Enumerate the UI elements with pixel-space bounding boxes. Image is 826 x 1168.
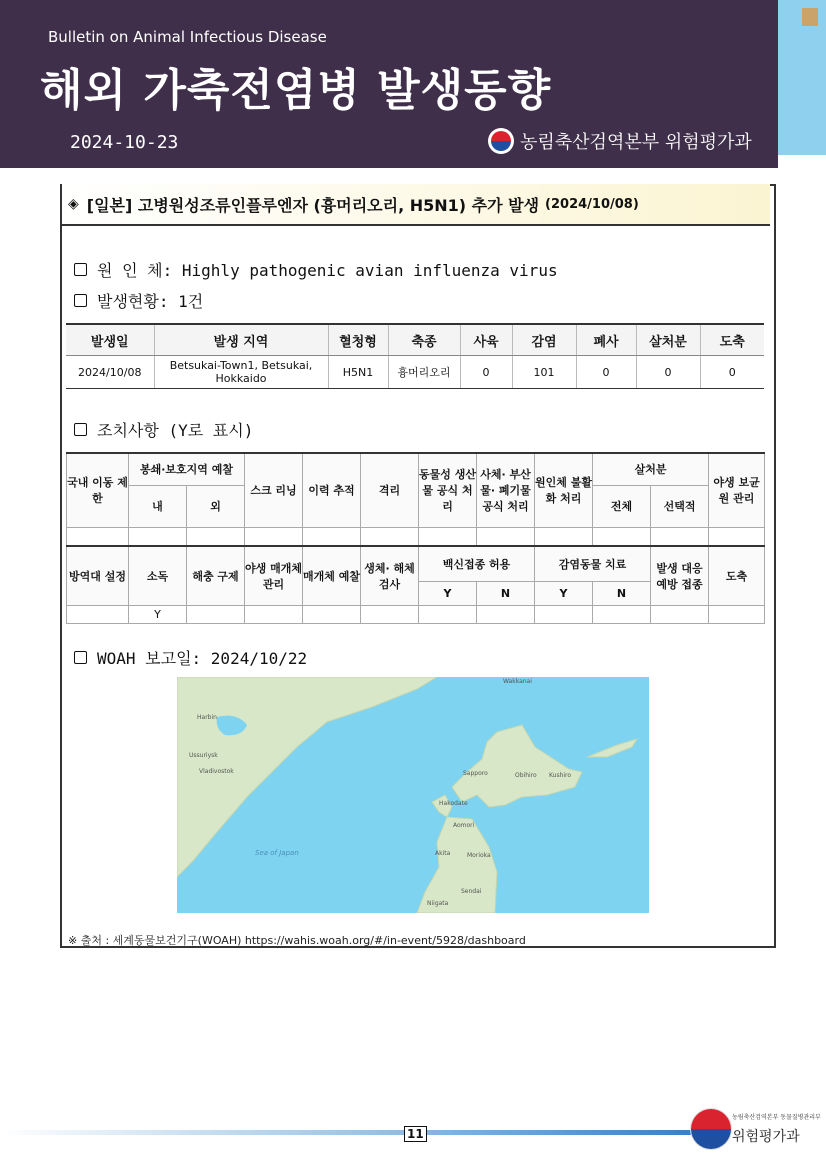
page-title: 해외 가축전염병 발생동향 <box>40 65 552 116</box>
section-pathogen <box>74 258 558 281</box>
outbreak-table <box>66 323 764 389</box>
measure-prevent-vac: 발생 대응 예방 접종 <box>651 546 709 606</box>
col-header: 발생일 <box>66 324 154 356</box>
measure-slaughter: 도축 <box>709 546 765 606</box>
table-row <box>66 356 764 389</box>
map-label: Sendai <box>461 888 482 895</box>
map-label: Niigata <box>427 900 449 907</box>
table-cell: 2024/10/08 <box>66 356 154 389</box>
bulletin-label: Bulletin on Animal Infectious Disease <box>48 28 327 46</box>
measure-cull: 살처분 <box>593 453 709 485</box>
map-label: Kushiro <box>549 772 572 779</box>
col-header: 혈청형 <box>328 324 388 356</box>
source-note: ※ 출처 : 세계동물보건기구(WOAH) https://wahis.woah.org/#/in-event/5928/dashboard <box>68 934 526 947</box>
measure-carcass: 사체· 부산물· 폐기물 공식 처리 <box>477 453 535 527</box>
emblem-icon <box>488 128 514 154</box>
table-header-row <box>66 324 764 356</box>
measure-vector: 해충 구제 <box>187 546 245 606</box>
map-label: Wakkanai <box>503 678 532 685</box>
section-status <box>74 289 203 312</box>
measure-vector-surv: 매개체 예찰 <box>303 546 361 606</box>
measures-value-row <box>67 527 765 546</box>
report-title-date: (2024/10/08) <box>545 196 639 212</box>
measure-trace: 이력 추적 <box>303 453 361 527</box>
map-label: Sapporo <box>463 770 488 777</box>
measure-live-test: 생체· 해체 검사 <box>361 546 419 606</box>
col-header: 폐사 <box>576 324 636 356</box>
pathogen-text: 원 인 체: Highly pathogenic avian influenza virus <box>97 261 558 280</box>
measure-cull-select: 선택적 <box>651 485 709 527</box>
org-name: 농림축산검역본부 위험평가과 <box>520 132 752 153</box>
checkbox-icon <box>74 263 87 276</box>
col-header: 발생 지역 <box>154 324 328 356</box>
measure-treat-y: Y <box>535 582 593 606</box>
measure-wild-vector: 야생 매개체 관리 <box>245 546 303 606</box>
measure-treat-n: N <box>593 582 651 606</box>
measure-disinfect: 소독 <box>129 546 187 606</box>
report-title: [일본] 고병원성조류인플루엔자 (흉머리오리, H5N1) 추가 발생 <box>86 195 540 215</box>
table-cell: Betsukai-Town1, Betsukai, Hokkaido <box>154 356 328 389</box>
status-text: 발생현황: 1건 <box>97 292 204 311</box>
table-cell: H5N1 <box>328 356 388 389</box>
checkbox-icon <box>74 423 87 436</box>
disinfect-mark: Y <box>129 606 187 624</box>
measures-table <box>66 452 765 624</box>
table-cell: 0 <box>636 356 700 389</box>
footer-org-small: 농림축산검역본부 동물질병관리부 <box>732 1114 821 1121</box>
map-label: Aomori <box>453 822 475 829</box>
col-header: 감염 <box>512 324 576 356</box>
woah-text: WOAH 보고일: 2024/10/22 <box>97 649 308 668</box>
measure-zone-out: 외 <box>187 485 245 527</box>
measure-cull-all: 전체 <box>593 485 651 527</box>
table-cell: 101 <box>512 356 576 389</box>
footer-line <box>0 1130 700 1135</box>
diamond-icon: ◈ <box>68 196 79 212</box>
col-header: 도축 <box>700 324 764 356</box>
map-label: Obihiro <box>515 772 537 779</box>
measure-zone-in: 내 <box>129 485 187 527</box>
measure-screening: 스크 리닝 <box>245 453 303 527</box>
map-label: Harbin <box>197 714 217 721</box>
measures-text: 조치사항 (Y로 표시) <box>97 421 254 440</box>
page-number: 11 <box>404 1126 427 1142</box>
col-header: 살처분 <box>636 324 700 356</box>
col-header: 축종 <box>388 324 460 356</box>
map-label: Akita <box>435 850 451 857</box>
measure-vac-y: Y <box>419 582 477 606</box>
section-measures <box>74 418 253 441</box>
table-cell: 0 <box>576 356 636 389</box>
measure-vaccine: 백신접종 허용 <box>419 546 535 582</box>
publish-date: 2024-10-23 <box>70 132 179 153</box>
org-label <box>488 128 752 154</box>
table-cell: 흉머리오리 <box>388 356 460 389</box>
measure-product: 동물성 생산물 공식 처리 <box>419 453 477 527</box>
measure-move: 국내 이동 제한 <box>67 453 129 527</box>
outbreak-map[interactable] <box>177 677 649 913</box>
accent-square <box>802 8 818 26</box>
footer-org: 위험평가과 <box>732 1129 800 1145</box>
table-cell: 0 <box>700 356 764 389</box>
map-svg <box>177 677 649 913</box>
map-label: Vladivostok <box>199 768 234 775</box>
measure-treat: 감염동물 치료 <box>535 546 651 582</box>
col-header: 사육 <box>460 324 512 356</box>
map-label: Sea of Japan <box>255 849 299 857</box>
checkbox-icon <box>74 651 87 664</box>
table-cell: 0 <box>460 356 512 389</box>
map-label: Morioka <box>467 852 491 859</box>
measure-vac-n: N <box>477 582 535 606</box>
measure-quarantine: 격리 <box>361 453 419 527</box>
measure-inactivate: 원인체 불활화 처리 <box>535 453 593 527</box>
report-title-box <box>62 184 770 226</box>
measure-zone: 봉쇄·보호지역 예찰 <box>129 453 245 485</box>
section-woah <box>74 646 307 669</box>
measures-value-row <box>67 606 765 624</box>
map-label: Hakodate <box>439 800 468 807</box>
measure-border: 방역대 설정 <box>67 546 129 606</box>
measure-wild-reservoir: 야생 보균원 관리 <box>709 453 765 527</box>
logo-icon <box>690 1108 732 1150</box>
map-label: Ussuriysk <box>189 752 218 759</box>
checkbox-icon <box>74 294 87 307</box>
